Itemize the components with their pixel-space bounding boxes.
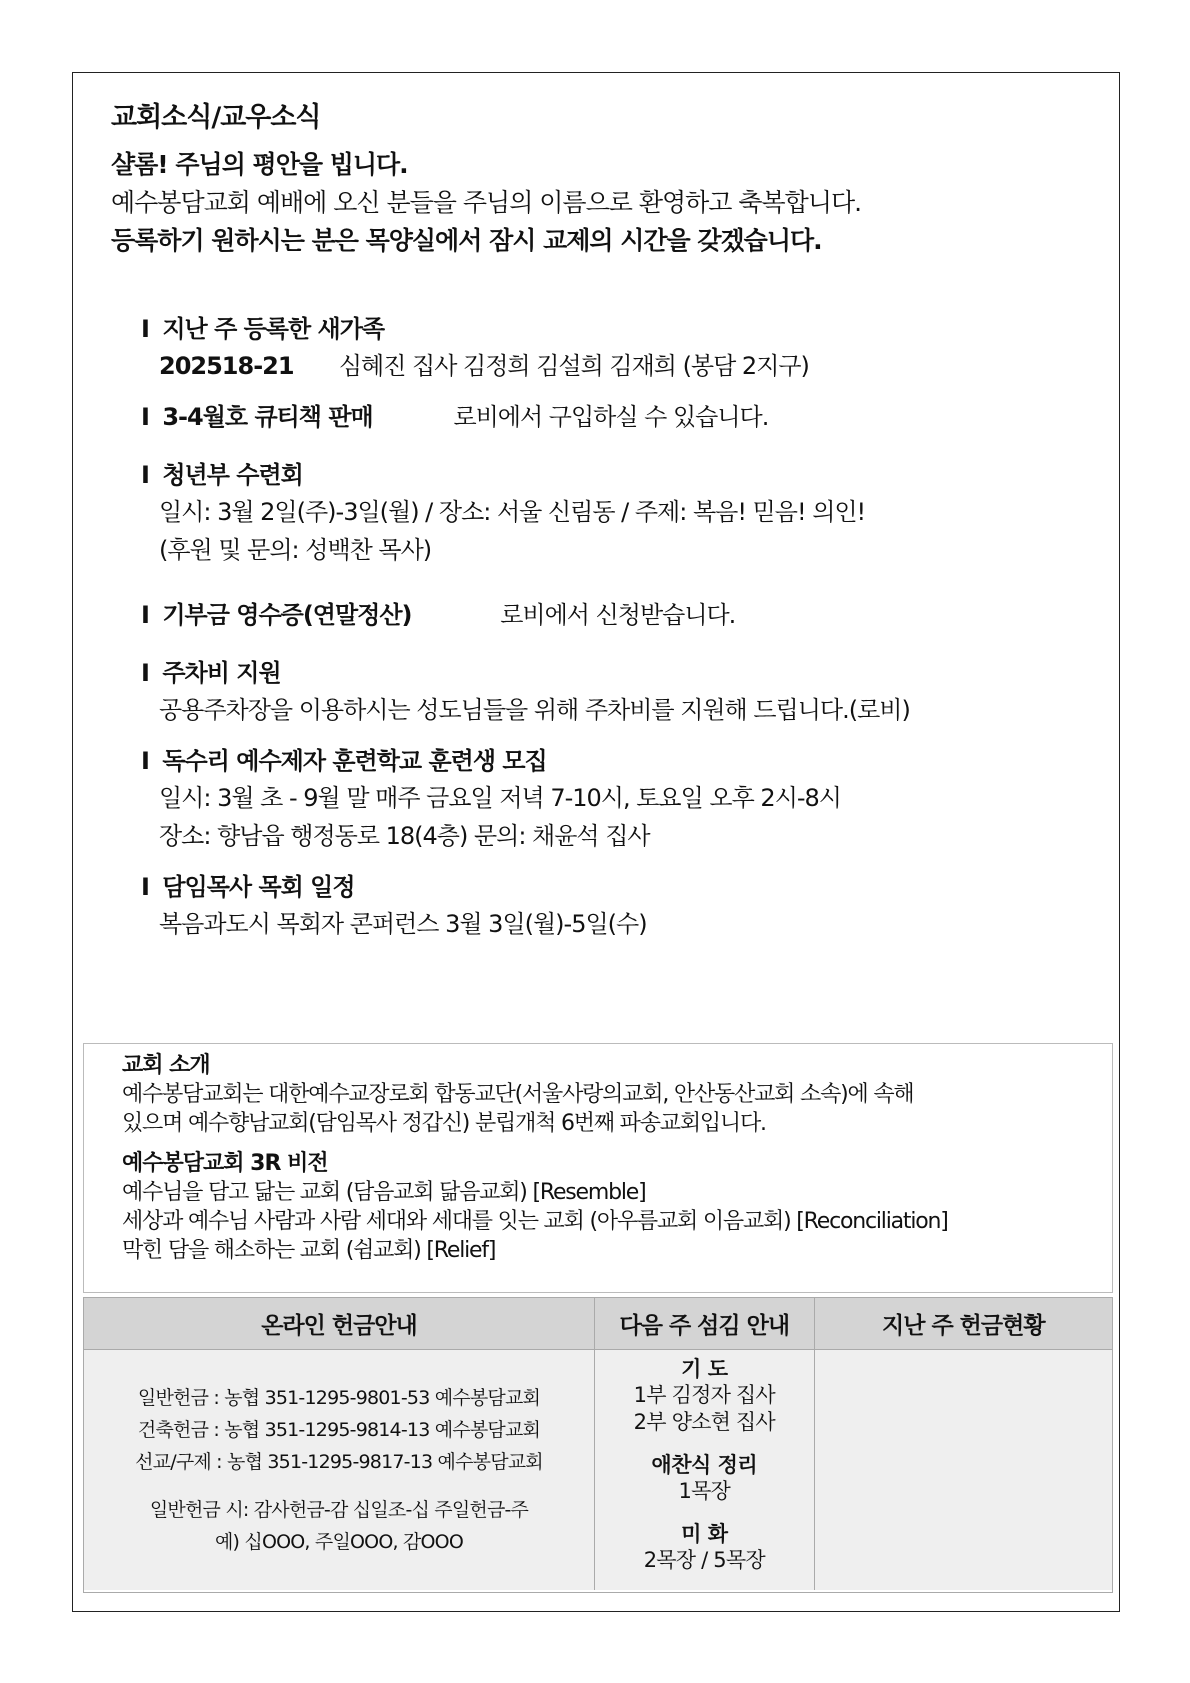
- header-next-service: 다음 주 섬김 안내: [595, 1298, 815, 1349]
- item-desc: 로비에서 구입하실 수 있습니다.: [453, 403, 769, 431]
- item-title: 지난 주 등록한 새가족: [162, 315, 385, 343]
- vision-text: 예수님을 담고 닮는 교회 (담음교회 닮음교회) [Resemble]: [122, 1180, 646, 1205]
- item-line: 일시: 3월 초 - 9월 말 매주 금요일 저녁 7-10시, 토요일 오후 2시-8시: [159, 784, 841, 812]
- news-item-parking: [141, 655, 1061, 729]
- welcome-text: 예수봉담교회 예배에 오신 분들을 주님의 이름으로 환영하고 축복합니다.: [111, 188, 862, 217]
- bullet-mark: I: [141, 601, 149, 629]
- communion-group: 1목장: [678, 1479, 731, 1503]
- news-item-youth-retreat: [141, 457, 1061, 569]
- intro-text: 있으며 예수향남교회(담임목사 정갑신) 분립개척 6번째 파송교회입니다.: [122, 1111, 766, 1136]
- church-intro-box: [83, 1043, 1113, 1293]
- beautify-group: 2목장 / 5목장: [643, 1548, 765, 1572]
- prayer-person: 2부 양소현 집사: [633, 1410, 775, 1434]
- online-offering-cell: [84, 1350, 595, 1590]
- bullet-mark: I: [141, 403, 149, 431]
- item-line: 일시: 3월 2일(주)-3일(월) / 장소: 서울 신림동 / 주제: 복음! 믿음! 의인!: [159, 498, 866, 526]
- item-line: (후원 및 문의: 성백찬 목사): [159, 536, 432, 564]
- bullet-mark: I: [141, 747, 149, 775]
- item-title: 3-4월호 큐티책 판매: [162, 403, 373, 431]
- church-news-header: [111, 95, 1091, 260]
- item-title: 담임목사 목회 일정: [162, 873, 355, 901]
- next-service-cell: [595, 1350, 815, 1590]
- item-line: 복음과도시 목회자 콘퍼런스 3월 3일(월)-5일(수): [159, 910, 647, 938]
- family-names: 심혜진 집사 김정희 김설희 김재희 (봉담 2지구): [338, 352, 809, 380]
- vision-title: 예수봉담교회 3R 비전: [122, 1151, 328, 1176]
- greeting-text: 샬롬! 주님의 평안을 빕니다.: [111, 150, 408, 179]
- header-last-offering: 지난 주 헌금현황: [882, 1313, 1045, 1339]
- news-item-qt: [141, 399, 1061, 435]
- item-title: 주차비 지원: [162, 659, 281, 687]
- news-item-pastor-schedule: [141, 869, 1061, 943]
- bullet-mark: I: [141, 659, 149, 687]
- bulletin-page: [72, 72, 1120, 1612]
- news-item-eagle-school: [141, 743, 1061, 855]
- news-items: [141, 311, 1061, 957]
- last-offering-cell: [815, 1350, 1112, 1590]
- news-item-receipt: [141, 597, 1061, 633]
- vision-text: 세상과 예수님 사람과 사람 세대와 세대를 잇는 교회 (아우름교회 이음교회) [Reconciliation]: [122, 1209, 948, 1234]
- bullet-mark: I: [141, 873, 149, 901]
- registration-number: 202518-21: [159, 352, 294, 380]
- offering-table: [83, 1297, 1113, 1593]
- offering-table-body: [84, 1350, 1112, 1590]
- account-line: 건축헌금 : 농협 351-1295-9814-13 예수봉담교회: [137, 1419, 541, 1441]
- offering-note: 일반헌금 시: 감사헌금-감 십일조-십 주일헌금-주 예) 십OOO, 주일OOO, 감OOO: [149, 1499, 529, 1553]
- header-online-offering: 온라인 헌금안내: [84, 1298, 595, 1349]
- intro-title: 교회 소개: [122, 1053, 210, 1078]
- news-item-new-family: [141, 311, 1061, 385]
- section-title: 교회소식/교우소식: [111, 102, 321, 133]
- offering-table-header: [84, 1298, 1112, 1350]
- item-title: 청년부 수련회: [162, 461, 303, 489]
- item-title: 독수리 예수제자 훈련학교 훈련생 모집: [162, 747, 547, 775]
- communion-title: 애찬식 정리: [651, 1453, 758, 1477]
- beautify-title: 미 화: [681, 1522, 728, 1546]
- item-desc: 로비에서 신청받습니다.: [500, 601, 736, 629]
- bullet-mark: I: [141, 315, 149, 343]
- vision-text: 막힌 담을 해소하는 교회 (쉼교회) [Relief]: [122, 1238, 496, 1263]
- account-line: 일반헌금 : 농협 351-1295-9801-53 예수봉담교회: [137, 1387, 541, 1409]
- item-line: 공용주차장을 이용하시는 성도님들을 위해 주차비를 지원해 드립니다.(로비): [159, 696, 910, 724]
- intro-text: 예수봉담교회는 대한예수교장로회 합동교단(서울사랑의교회, 안산동산교회 소속)에 속해: [122, 1082, 914, 1107]
- prayer-person: 1부 김정자 집사: [633, 1383, 775, 1407]
- register-text: 등록하기 원하시는 분은 목양실에서 잠시 교제의 시간을 갖겠습니다.: [111, 226, 822, 255]
- bullet-mark: I: [141, 461, 149, 489]
- item-title: 기부금 영수증(연말정산): [162, 601, 412, 629]
- item-line: 장소: 향남읍 행정동로 18(4층) 문의: 채윤석 집사: [159, 822, 650, 850]
- account-line: 선교/구제 : 농협 351-1295-9817-13 예수봉담교회: [135, 1451, 543, 1473]
- prayer-title: 기 도: [681, 1357, 728, 1381]
